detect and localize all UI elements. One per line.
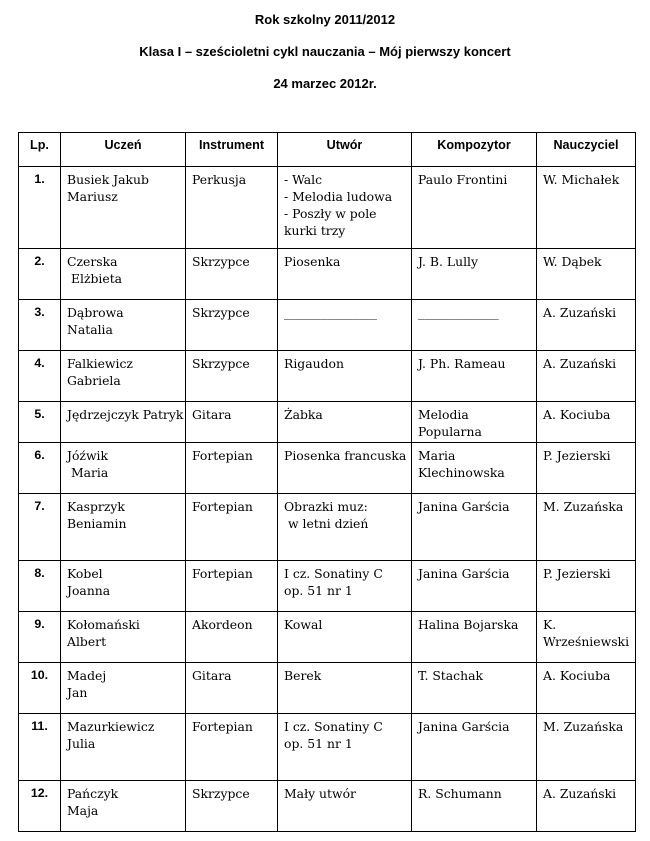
composer-line: Popularna <box>418 424 482 439</box>
teacher-line: A. Kociuba <box>543 668 611 683</box>
cell-instrument: Gitara <box>186 402 278 443</box>
cell-student-name <box>61 402 186 443</box>
table-row <box>19 443 636 494</box>
student-name-line: Pańczyk <box>67 786 119 801</box>
column-header-composer: Kompozytor <box>412 133 537 167</box>
student-name-line: Joanna <box>67 583 111 598</box>
table-row <box>19 167 636 249</box>
student-name-line: Falkiewicz <box>67 356 133 371</box>
cell-teacher <box>537 249 636 300</box>
table-row <box>19 351 636 402</box>
student-name-line: Mazurkiewicz <box>67 719 155 734</box>
piece-title-line: op. 51 nr 1 <box>284 583 353 598</box>
table-row <box>19 494 636 561</box>
cell-teacher <box>537 443 636 494</box>
student-name-line: Jędrzejczyk Patryk <box>67 407 184 422</box>
student-name-line: Jóźwik <box>67 448 109 463</box>
student-name-line: Gabriela <box>67 373 121 388</box>
student-name-line: Kasprzyk <box>67 499 125 514</box>
cell-teacher <box>537 561 636 612</box>
cell-piece-title <box>278 781 412 832</box>
cell-student-name <box>61 663 186 714</box>
cell-piece-title <box>278 351 412 402</box>
student-name-line: Kobel <box>67 566 103 581</box>
cell-row-number: 1. <box>19 167 61 249</box>
student-name-line: Jan <box>67 685 88 700</box>
column-header-instrument: Instrument <box>186 133 278 167</box>
cell-composer <box>412 402 537 443</box>
cell-student-name <box>61 781 186 832</box>
cell-piece-title <box>278 167 412 249</box>
student-name-line: Maria <box>67 465 109 480</box>
cell-teacher <box>537 167 636 249</box>
student-name-line: Elżbieta <box>67 271 123 286</box>
table-body <box>19 167 636 832</box>
table-row <box>19 249 636 300</box>
column-header-lp: Lp. <box>19 133 61 167</box>
cell-composer <box>412 714 537 781</box>
cell-instrument: Skrzypce <box>186 249 278 300</box>
teacher-line: A. Zuzański <box>543 786 617 801</box>
cell-student-name <box>61 612 186 663</box>
piece-title-line: Obrazki muz: <box>284 499 368 514</box>
student-name-line: Madej <box>67 668 107 683</box>
composer-line: Janina Garścia <box>418 719 510 734</box>
student-name-line: Dąbrowa <box>67 305 124 320</box>
cell-teacher <box>537 714 636 781</box>
composer-line: T. Stachak <box>418 668 483 683</box>
piece-title-line: kurki trzy <box>284 223 346 238</box>
cell-instrument: Fortepian <box>186 561 278 612</box>
cell-row-number: 9. <box>19 612 61 663</box>
cell-composer <box>412 494 537 561</box>
cell-instrument: Gitara <box>186 663 278 714</box>
cell-instrument: Fortepian <box>186 494 278 561</box>
piece-title-line: Mały utwór <box>284 786 356 801</box>
student-name-line: Beniamin <box>67 516 127 531</box>
piece-title-line: op. 51 nr 1 <box>284 736 353 751</box>
concert-date-heading: 24 marzec 2012r. <box>273 76 377 91</box>
teacher-line: K. <box>543 617 557 632</box>
teacher-line: A. Zuzański <box>543 305 617 320</box>
column-header-student: Uczeń <box>61 133 186 167</box>
cell-composer <box>412 663 537 714</box>
table-row <box>19 612 636 663</box>
cell-composer <box>412 300 537 351</box>
cell-instrument: Skrzypce <box>186 781 278 832</box>
piece-title-line: I cz. Sonatiny C <box>284 719 383 734</box>
cell-student-name <box>61 714 186 781</box>
teacher-line: Wrześniewski <box>543 634 630 649</box>
cell-row-number: 11. <box>19 714 61 781</box>
cell-row-number: 2. <box>19 249 61 300</box>
cell-piece-title <box>278 443 412 494</box>
composer-line: J. Ph. Rameau <box>418 356 506 371</box>
cell-row-number: 7. <box>19 494 61 561</box>
cell-composer <box>412 167 537 249</box>
cell-student-name <box>61 443 186 494</box>
student-name-line: Kołomański <box>67 617 140 632</box>
piece-title-line: Piosenka <box>284 254 341 269</box>
piece-title-line: Rigaudon <box>284 356 344 371</box>
cell-student-name <box>61 494 186 561</box>
composer-line: J. B. Lully <box>418 254 478 269</box>
cell-teacher <box>537 781 636 832</box>
cell-instrument: Fortepian <box>186 714 278 781</box>
student-name-line: Maja <box>67 803 99 818</box>
teacher-line: P. Jezierski <box>543 448 611 463</box>
cell-student-name <box>61 249 186 300</box>
table-row <box>19 561 636 612</box>
cell-teacher <box>537 494 636 561</box>
student-name-line: Natalia <box>67 322 113 337</box>
teacher-line: P. Jezierski <box>543 566 611 581</box>
class-concert-heading: Klasa I – sześcioletni cykl nauczania – Mój pierwszy koncert <box>139 44 511 59</box>
cell-row-number: 8. <box>19 561 61 612</box>
student-name-line: Julia <box>67 736 96 751</box>
cell-row-number: 4. <box>19 351 61 402</box>
teacher-line: A. Kociuba <box>543 407 611 422</box>
composer-line: Janina Garścia <box>418 566 510 581</box>
cell-instrument: Perkusja <box>186 167 278 249</box>
student-name-line: Albert <box>67 634 107 649</box>
teacher-line: M. Zuzańska <box>543 499 624 514</box>
school-year-heading: Rok szkolny 2011/2012 <box>254 12 396 27</box>
cell-row-number: 10. <box>19 663 61 714</box>
piece-title-line: I cz. Sonatiny C <box>284 566 383 581</box>
column-header-teacher: Nauczyciel <box>537 133 636 167</box>
cell-composer <box>412 561 537 612</box>
composer-line: Paulo Frontini <box>418 172 508 187</box>
teacher-line: M. Zuzańska <box>543 719 624 734</box>
student-name-line: Busiek Jakub <box>67 172 149 187</box>
cell-composer <box>412 443 537 494</box>
cell-teacher <box>537 663 636 714</box>
cell-student-name <box>61 351 186 402</box>
cell-piece-title <box>278 494 412 561</box>
piece-title-line: Kowal <box>284 617 323 632</box>
piece-title-line: Piosenka francuska <box>284 448 407 463</box>
cell-piece-title <box>278 714 412 781</box>
table-row <box>19 781 636 832</box>
composer-line: Klechinowska <box>418 465 505 480</box>
piece-title-line: _______________ <box>284 305 377 320</box>
cell-piece-title <box>278 561 412 612</box>
cell-instrument: Fortepian <box>186 443 278 494</box>
column-header-piece: Utwór <box>278 133 412 167</box>
cell-row-number: 6. <box>19 443 61 494</box>
cell-row-number: 12. <box>19 781 61 832</box>
cell-teacher <box>537 300 636 351</box>
piece-title-line: Żabka <box>284 407 323 422</box>
piece-title-line: - Walc <box>284 172 323 187</box>
cell-piece-title <box>278 249 412 300</box>
composer-line: _____________ <box>418 305 499 320</box>
cell-teacher <box>537 612 636 663</box>
piece-title-line: - Poszły w pole <box>284 206 377 221</box>
table-row <box>19 663 636 714</box>
table-row <box>19 402 636 443</box>
composer-line: Melodia <box>418 407 469 422</box>
cell-piece-title <box>278 300 412 351</box>
concert-program-table <box>18 132 636 832</box>
piece-title-line: - Melodia ludowa <box>284 189 393 204</box>
student-name-line: Czerska <box>67 254 118 269</box>
cell-piece-title <box>278 402 412 443</box>
student-name-line: Mariusz <box>67 189 118 204</box>
table-row <box>19 300 636 351</box>
cell-composer <box>412 351 537 402</box>
composer-line: Janina Garścia <box>418 499 510 514</box>
cell-composer <box>412 249 537 300</box>
cell-student-name <box>61 300 186 351</box>
composer-line: R. Schumann <box>418 786 502 801</box>
piece-title-line: w letni dzień <box>284 516 369 531</box>
composer-line: Maria <box>418 448 456 463</box>
table-header-row <box>19 133 636 167</box>
cell-teacher <box>537 351 636 402</box>
teacher-line: W. Dąbek <box>543 254 602 269</box>
cell-student-name <box>61 167 186 249</box>
table-row <box>19 714 636 781</box>
composer-line: Halina Bojarska <box>418 617 519 632</box>
cell-teacher <box>537 402 636 443</box>
cell-composer <box>412 781 537 832</box>
piece-title-line: Berek <box>284 668 322 683</box>
cell-piece-title <box>278 663 412 714</box>
cell-instrument: Skrzypce <box>186 300 278 351</box>
cell-row-number: 5. <box>19 402 61 443</box>
cell-student-name <box>61 561 186 612</box>
cell-row-number: 3. <box>19 300 61 351</box>
cell-piece-title <box>278 612 412 663</box>
cell-composer <box>412 612 537 663</box>
teacher-line: W. Michałek <box>543 172 620 187</box>
cell-instrument: Skrzypce <box>186 351 278 402</box>
cell-instrument: Akordeon <box>186 612 278 663</box>
teacher-line: A. Zuzański <box>543 356 617 371</box>
